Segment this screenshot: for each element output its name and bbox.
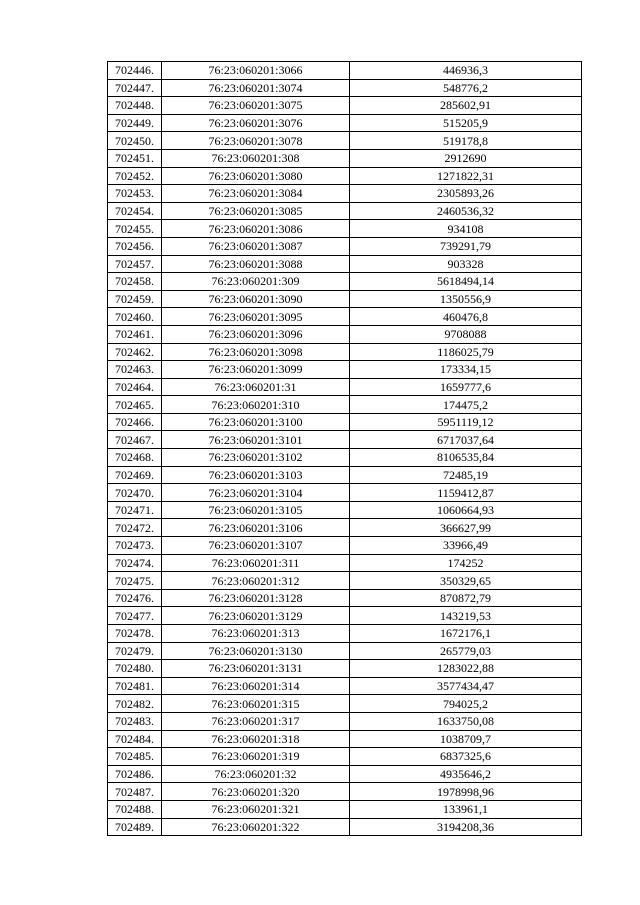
cadastral-number-cell: 76:23:060201:3106: [162, 519, 350, 537]
row-number-cell: 702462.: [108, 343, 162, 361]
row-number-cell: 702469.: [108, 466, 162, 484]
table-row: [108, 343, 582, 361]
table-row: [108, 607, 582, 625]
value-cell: 2305893,26: [350, 185, 582, 203]
row-number-cell: 702460.: [108, 308, 162, 326]
row-number-cell: 702454.: [108, 202, 162, 220]
value-cell: 3194208,36: [350, 818, 582, 836]
cadastral-number-cell: 76:23:060201:319: [162, 748, 350, 766]
value-cell: 870872,79: [350, 589, 582, 607]
row-number-cell: 702480.: [108, 660, 162, 678]
row-number-cell: 702466.: [108, 413, 162, 431]
value-cell: 285602,91: [350, 97, 582, 115]
row-number-cell: 702447.: [108, 79, 162, 97]
value-cell: 903328: [350, 255, 582, 273]
table-row: [108, 519, 582, 537]
value-cell: 519178,8: [350, 132, 582, 150]
cadastral-number-cell: 76:23:060201:3076: [162, 114, 350, 132]
table-row: [108, 783, 582, 801]
row-number-cell: 702481.: [108, 677, 162, 695]
row-number-cell: 702478.: [108, 625, 162, 643]
row-number-cell: 702461.: [108, 325, 162, 343]
value-cell: 446936,3: [350, 62, 582, 80]
cadastral-number-cell: 76:23:060201:3088: [162, 255, 350, 273]
value-cell: 934108: [350, 220, 582, 238]
cadastral-number-cell: 76:23:060201:3085: [162, 202, 350, 220]
table-row: [108, 308, 582, 326]
table-row: [108, 818, 582, 836]
table-row: [108, 237, 582, 255]
table-row: [108, 378, 582, 396]
row-number-cell: 702488.: [108, 800, 162, 818]
value-cell: 8106535,84: [350, 449, 582, 467]
row-number-cell: 702487.: [108, 783, 162, 801]
value-cell: 133961,1: [350, 800, 582, 818]
cadastral-number-cell: 76:23:060201:3100: [162, 413, 350, 431]
cadastral-number-cell: 76:23:060201:308: [162, 149, 350, 167]
cadastral-number-cell: 76:23:060201:309: [162, 273, 350, 291]
table-row: [108, 642, 582, 660]
row-number-cell: 702483.: [108, 712, 162, 730]
cadastral-number-cell: 76:23:060201:3084: [162, 185, 350, 203]
cadastral-number-cell: 76:23:060201:3086: [162, 220, 350, 238]
table-row: [108, 167, 582, 185]
value-cell: 265779,03: [350, 642, 582, 660]
value-cell: 1038709,7: [350, 730, 582, 748]
row-number-cell: 702464.: [108, 378, 162, 396]
table-row: [108, 62, 582, 80]
value-cell: 1283022,88: [350, 660, 582, 678]
table-row: [108, 589, 582, 607]
cadastral-number-cell: 76:23:060201:321: [162, 800, 350, 818]
cadastral-number-cell: 76:23:060201:3066: [162, 62, 350, 80]
row-number-cell: 702467.: [108, 431, 162, 449]
table-row: [108, 97, 582, 115]
table-row: [108, 537, 582, 555]
cadastral-number-cell: 76:23:060201:318: [162, 730, 350, 748]
value-cell: 2460536,32: [350, 202, 582, 220]
cadastral-value-table: [107, 61, 582, 836]
row-number-cell: 702477.: [108, 607, 162, 625]
value-cell: 1159412,87: [350, 484, 582, 502]
cadastral-number-cell: 76:23:060201:3107: [162, 537, 350, 555]
row-number-cell: 702453.: [108, 185, 162, 203]
row-number-cell: 702471.: [108, 501, 162, 519]
row-number-cell: 702459.: [108, 290, 162, 308]
cadastral-number-cell: 76:23:060201:3130: [162, 642, 350, 660]
table-row: [108, 677, 582, 695]
row-number-cell: 702479.: [108, 642, 162, 660]
cadastral-number-cell: 76:23:060201:3099: [162, 361, 350, 379]
row-number-cell: 702456.: [108, 237, 162, 255]
table-row: [108, 572, 582, 590]
cadastral-number-cell: 76:23:060201:310: [162, 396, 350, 414]
cadastral-number-cell: 76:23:060201:3080: [162, 167, 350, 185]
value-cell: 1271822,31: [350, 167, 582, 185]
table-row: [108, 501, 582, 519]
table-body: [108, 62, 582, 836]
cadastral-number-cell: 76:23:060201:312: [162, 572, 350, 590]
row-number-cell: 702446.: [108, 62, 162, 80]
cadastral-number-cell: 76:23:060201:3074: [162, 79, 350, 97]
table-row: [108, 625, 582, 643]
row-number-cell: 702452.: [108, 167, 162, 185]
table-row: [108, 185, 582, 203]
table-row: [108, 765, 582, 783]
row-number-cell: 702476.: [108, 589, 162, 607]
table-row: [108, 361, 582, 379]
table-row: [108, 132, 582, 150]
table-row: [108, 290, 582, 308]
table-row: [108, 730, 582, 748]
cadastral-number-cell: 76:23:060201:313: [162, 625, 350, 643]
row-number-cell: 702448.: [108, 97, 162, 115]
cadastral-number-cell: 76:23:060201:311: [162, 554, 350, 572]
value-cell: 5951119,12: [350, 413, 582, 431]
cadastral-number-cell: 76:23:060201:3102: [162, 449, 350, 467]
row-number-cell: 702473.: [108, 537, 162, 555]
table-row: [108, 712, 582, 730]
table-row: [108, 255, 582, 273]
cadastral-number-cell: 76:23:060201:3090: [162, 290, 350, 308]
row-number-cell: 702475.: [108, 572, 162, 590]
table-row: [108, 273, 582, 291]
cadastral-number-cell: 76:23:060201:3103: [162, 466, 350, 484]
value-cell: 5618494,14: [350, 273, 582, 291]
row-number-cell: 702489.: [108, 818, 162, 836]
row-number-cell: 702458.: [108, 273, 162, 291]
value-cell: 460476,8: [350, 308, 582, 326]
row-number-cell: 702457.: [108, 255, 162, 273]
row-number-cell: 702486.: [108, 765, 162, 783]
row-number-cell: 702465.: [108, 396, 162, 414]
row-number-cell: 702474.: [108, 554, 162, 572]
value-cell: 174475,2: [350, 396, 582, 414]
row-number-cell: 702455.: [108, 220, 162, 238]
value-cell: 1672176,1: [350, 625, 582, 643]
table-row: [108, 660, 582, 678]
cadastral-number-cell: 76:23:060201:3078: [162, 132, 350, 150]
value-cell: 1659777,6: [350, 378, 582, 396]
cadastral-number-cell: 76:23:060201:314: [162, 677, 350, 695]
row-number-cell: 702449.: [108, 114, 162, 132]
cadastral-number-cell: 76:23:060201:317: [162, 712, 350, 730]
value-cell: 6717037,64: [350, 431, 582, 449]
value-cell: 1060664,93: [350, 501, 582, 519]
value-cell: 515205,9: [350, 114, 582, 132]
row-number-cell: 702463.: [108, 361, 162, 379]
table-row: [108, 79, 582, 97]
row-number-cell: 702485.: [108, 748, 162, 766]
value-cell: 1186025,79: [350, 343, 582, 361]
table-row: [108, 149, 582, 167]
table-row: [108, 325, 582, 343]
cadastral-number-cell: 76:23:060201:32: [162, 765, 350, 783]
cadastral-number-cell: 76:23:060201:3128: [162, 589, 350, 607]
table-row: [108, 413, 582, 431]
table-row: [108, 220, 582, 238]
row-number-cell: 702450.: [108, 132, 162, 150]
value-cell: 794025,2: [350, 695, 582, 713]
row-number-cell: 702468.: [108, 449, 162, 467]
cadastral-number-cell: 76:23:060201:3104: [162, 484, 350, 502]
value-cell: 366627,99: [350, 519, 582, 537]
cadastral-number-cell: 76:23:060201:3087: [162, 237, 350, 255]
table-row: [108, 449, 582, 467]
value-cell: 3577434,47: [350, 677, 582, 695]
table-row: [108, 554, 582, 572]
table-row: [108, 114, 582, 132]
row-number-cell: 702472.: [108, 519, 162, 537]
table-row: [108, 695, 582, 713]
table-row: [108, 800, 582, 818]
value-cell: 2912690: [350, 149, 582, 167]
row-number-cell: 702470.: [108, 484, 162, 502]
value-cell: 1350556,9: [350, 290, 582, 308]
value-cell: 6837325,6: [350, 748, 582, 766]
table-row: [108, 466, 582, 484]
value-cell: 1633750,08: [350, 712, 582, 730]
value-cell: 350329,65: [350, 572, 582, 590]
table-row: [108, 396, 582, 414]
cadastral-number-cell: 76:23:060201:322: [162, 818, 350, 836]
row-number-cell: 702482.: [108, 695, 162, 713]
row-number-cell: 702451.: [108, 149, 162, 167]
cadastral-number-cell: 76:23:060201:3105: [162, 501, 350, 519]
value-cell: 72485,19: [350, 466, 582, 484]
value-cell: 33966,49: [350, 537, 582, 555]
table-row: [108, 484, 582, 502]
cadastral-number-cell: 76:23:060201:3095: [162, 308, 350, 326]
cadastral-number-cell: 76:23:060201:3101: [162, 431, 350, 449]
value-cell: 1978998,96: [350, 783, 582, 801]
row-number-cell: 702484.: [108, 730, 162, 748]
value-cell: 739291,79: [350, 237, 582, 255]
cadastral-number-cell: 76:23:060201:320: [162, 783, 350, 801]
value-cell: 173334,15: [350, 361, 582, 379]
cadastral-number-cell: 76:23:060201:3098: [162, 343, 350, 361]
table-row: [108, 431, 582, 449]
table-row: [108, 748, 582, 766]
value-cell: 9708088: [350, 325, 582, 343]
value-cell: 174252: [350, 554, 582, 572]
table-row: [108, 202, 582, 220]
cadastral-number-cell: 76:23:060201:3096: [162, 325, 350, 343]
cadastral-number-cell: 76:23:060201:3129: [162, 607, 350, 625]
cadastral-number-cell: 76:23:060201:3075: [162, 97, 350, 115]
value-cell: 143219,53: [350, 607, 582, 625]
value-cell: 4935646,2: [350, 765, 582, 783]
cadastral-number-cell: 76:23:060201:315: [162, 695, 350, 713]
value-cell: 548776,2: [350, 79, 582, 97]
cadastral-number-cell: 76:23:060201:3131: [162, 660, 350, 678]
cadastral-number-cell: 76:23:060201:31: [162, 378, 350, 396]
